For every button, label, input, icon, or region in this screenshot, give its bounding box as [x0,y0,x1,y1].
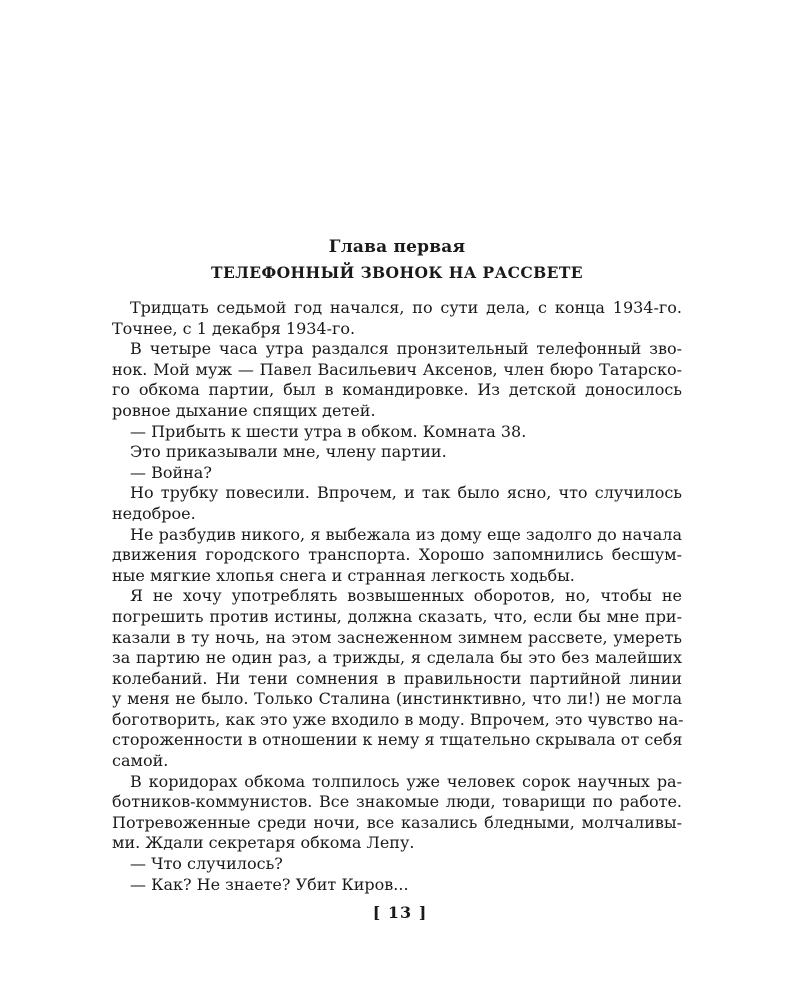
paragraph [112,525,682,587]
text-line: Но трубку повесили. Впрочем, и так было ясно, что случилось [130,483,682,503]
text-line: Это приказывали мне, члену партии. [130,442,447,462]
text-line: движения городского транспорта. Хорошо запомнились бесшум- [112,545,682,565]
paragraph [112,442,682,463]
text-line: ровное дыхание спящих детей. [112,400,376,420]
text-line: погрешить против истины, должна сказать, что, если бы мне при- [112,606,682,626]
paragraph [112,339,682,421]
paragraph [112,875,682,896]
paragraph [112,298,682,339]
text-line: стороженности в отношении к нему я тщательно скрывала от себя [112,730,683,750]
text-line: Потревоженные среди ночи, все казались бледными, молчаливы- [112,812,682,832]
text-line: колебаний. Ни тени сомнения в правильности партийной линии [112,668,682,688]
text-line: В коридорах обкома толпилось уже человек сорок научных ра- [130,771,682,791]
text-line: ботников-коммунистов. Все знакомые люди, товарищи по работе. [112,792,682,812]
text-line: го обкома партии, был в командировке. Из детской доносилось [112,380,682,400]
text-line: Я не хочу употреблять возвышенных оборотов, но, чтобы не [130,586,682,606]
text-line: недоброе. [112,503,196,523]
paragraph [112,854,682,875]
text-line: казали в ту ночь, на этом заснеженном зимнем рассвете, умереть [112,627,682,647]
text-line: боготворить, как это уже входило в моду. Впрочем, это чувство на- [112,709,684,729]
book-page [112,236,682,895]
text-line: — Война? [130,462,212,482]
text-line: — Прибыть к шести утра в обком. Комната 38. [130,421,527,441]
paragraph [112,422,682,443]
text-line: за партию не один раз, а трижды, я сделала бы это без малейших [112,648,682,668]
text-line: ми. Ждали секретаря обкома Лепу. [112,833,415,853]
text-line: самой. [112,751,169,771]
text-line: В четыре часа утра раздался пронзительный телефонный зво- [130,339,682,359]
text-line: Тридцать седьмой год начался, по сути дела, с конца 1934-го. [130,298,682,317]
paragraph [112,463,682,484]
text-line: у меня не было. Только Сталина (инстинктивно, что ли!) не могла [112,689,682,709]
text-line: ные мягкие хлопья снега и странная легкость ходьбы. [112,565,575,585]
chapter-label: Глава первая [328,237,466,257]
text-line: Не разбудив никого, я выбежала из дому еще задолго до начала [130,524,682,544]
paragraph [112,586,682,771]
text-line: — Что случилось? [130,854,283,874]
page-number: [ 13 ] [372,903,428,922]
text-line: Точнее, с 1 декабря 1934-го. [112,318,356,338]
text-line: нок. Мой муж — Павел Васильевич Аксенов, член бюро Татарско- [112,359,682,379]
paragraph [112,483,682,524]
chapter-title: ТЕЛЕФОННЫЙ ЗВОНОК НА РАССВЕТЕ [211,263,583,282]
text-line: — Как? Не знаете? Убит Киров... [130,874,409,894]
chapter-body [112,298,682,895]
paragraph [112,772,682,854]
